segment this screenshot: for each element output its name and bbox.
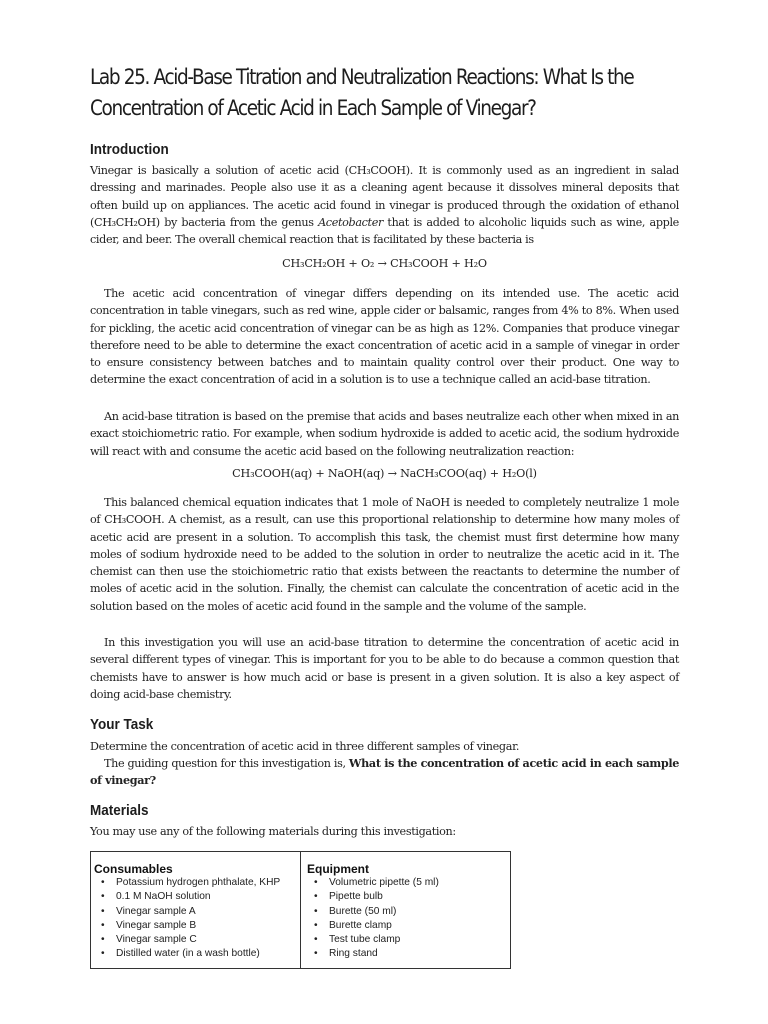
oxidation-equation: CH₃CH₂OH + O₂ → CH₃COOH + H₂O — [282, 257, 487, 270]
equipment-item-label: Volumetric pipette (5 ml) — [329, 877, 439, 888]
guiding-question: What is the concentration of acetic acid in each sample of vinegar? — [90, 756, 679, 788]
equipment-item-label: Burette clamp — [329, 919, 392, 931]
materials-heading: Materials — [90, 802, 149, 819]
intro-paragraph-1 — [90, 162, 679, 248]
title-line-1: Lab 25. Acid-Base Titration and Neutralization Reactions: What Is the — [90, 65, 634, 90]
bullet-icon: • — [314, 891, 318, 903]
equipment-item-label: Burette (50 ml) — [329, 905, 397, 917]
materials-table — [90, 851, 511, 969]
equipment-column — [301, 852, 510, 968]
consumables-item-label: Potassium hydrogen phthalate, KHP — [116, 877, 281, 888]
intro-paragraph-4: This balanced chemical equation indicates that 1 mole of NaOH is needed to completely neutralize 1 mole of CH₃COOH. A chemist, as a result, can use this proportional relationship to determine how many moles of acetic acid are present in a solution. To accomplish this task, the chemist must first determine how many moles of sodium hydroxide need to be added to the solution in order to neutralize the acetic acid in it. The chemist can then use the stoichiometric ratio that exists between the reactants to determine the number of moles of acetic acid in the solution. Finally, the chemist can calculate the concentration of acetic acid in the solution based on the moles of acetic acid found in the sample and the volume of the sample. — [90, 496, 679, 613]
consumables-item — [94, 933, 300, 947]
lab-title — [90, 62, 634, 124]
equipment-item — [307, 876, 510, 890]
equipment-item-label: Ring stand — [329, 948, 378, 960]
bullet-icon: • — [101, 905, 105, 917]
intro-paragraph-3: An acid-base titration is based on the premise that acids and bases neutralize each other when mixed in an exact stoichiometric ratio. For example, when sodium hydroxide is added to acetic acid, the sodium hydroxide will react with and consume the acetic acid based on the following neutralization reaction: — [90, 410, 679, 458]
bullet-icon: • — [314, 948, 318, 960]
consumables-item-label: Vinegar sample C — [116, 934, 197, 946]
equipment-item-label: Pipette bulb — [329, 891, 383, 903]
bullet-icon: • — [314, 919, 318, 931]
title-line-2: Concentration of Acetic Acid in Each Sample of Vinegar? — [90, 96, 536, 121]
intro-p1-text: Vinegar is basically a solution of acetic acid (CH₃COOH). It is commonly used as an ingredient in salad dressing and marinades. People also use it as a cleaning agent because it dissolves mineral deposits that often build up on appliances. The acetic acid found in vinegar is produced through the oxidation of ethanol (CH₃CH₂OH) by bacteria from the genus — [90, 164, 679, 229]
bullet-icon: • — [101, 891, 105, 903]
equipment-item — [307, 933, 510, 947]
intro-paragraph-2: The acetic acid concentration of vinegar differs depending on its intended use. The acetic acid concentration in table vinegars, such as red wine, apple cider or balsamic, ranges from 4% to 8%. When used for pickling, the acetic acid concentration of vinegar can be as high as 12%. Companies that produce vinegar therefore need to be able to determine the exact concentration of acetic acid in a sample of vinegar in order to ensure consistency between batches and to maintain quality control over their product. One way to determine the exact concentration of acid in a solution is to use a technique called an acid-base titration. — [90, 287, 679, 387]
consumables-column — [91, 852, 301, 968]
introduction-heading: Introduction — [90, 141, 169, 158]
equipment-item — [307, 947, 510, 961]
consumables-item — [94, 905, 300, 919]
equipment-item-label: Test tube clamp — [329, 934, 401, 946]
bullet-icon: • — [101, 948, 105, 960]
consumables-item — [94, 919, 300, 933]
consumables-item-label: 0.1 M NaOH solution — [116, 891, 211, 903]
task-paragraph-1: Determine the concentration of acetic acid in three different samples of vinegar. — [90, 740, 520, 753]
consumables-item-label: Distilled water (in a wash bottle) — [116, 948, 260, 960]
equipment-list — [307, 876, 510, 962]
bullet-icon: • — [314, 905, 318, 917]
equipment-item — [307, 919, 510, 933]
equipment-item — [307, 905, 510, 919]
consumables-item — [94, 947, 300, 961]
intro-p1-end: that is added to alcoholic liquids such as wine, apple cider, and beer. The overall chemical reaction that is facilitated by these bacteria is — [90, 215, 679, 247]
bullet-icon: • — [314, 877, 318, 888]
genus-name: Acetobacter — [318, 215, 383, 229]
consumables-item-label: Vinegar sample A — [116, 905, 196, 917]
neutralization-equation: CH₃COOH(aq) + NaOH(aq) → NaCH₃COO(aq) + H₂O(l) — [232, 467, 537, 480]
consumables-heading: Consumables — [94, 862, 173, 876]
bullet-icon: • — [101, 919, 105, 931]
bullet-icon: • — [101, 877, 105, 888]
consumables-list — [94, 876, 300, 962]
equipment-item — [307, 890, 510, 904]
guiding-question-lead: The guiding question for this investigation is, — [104, 757, 346, 770]
consumables-item — [94, 876, 300, 890]
intro-paragraph-5: In this investigation you will use an acid-base titration to determine the concentration of acetic acid in several different types of vinegar. This is important for you to be able to do because a common question that chemists have to answer is how much acid or base is present in a given solution. It is also a key aspect of doing acid-base chemistry. — [90, 636, 679, 701]
bullet-icon: • — [101, 934, 105, 946]
your-task-heading: Your Task — [90, 716, 154, 733]
consumables-item-label: Vinegar sample B — [116, 919, 197, 931]
task-paragraph-2 — [90, 755, 679, 790]
equipment-heading: Equipment — [307, 862, 369, 876]
materials-intro: You may use any of the following materials during this investigation: — [90, 825, 456, 838]
consumables-item — [94, 890, 300, 904]
bullet-icon: • — [314, 934, 318, 946]
